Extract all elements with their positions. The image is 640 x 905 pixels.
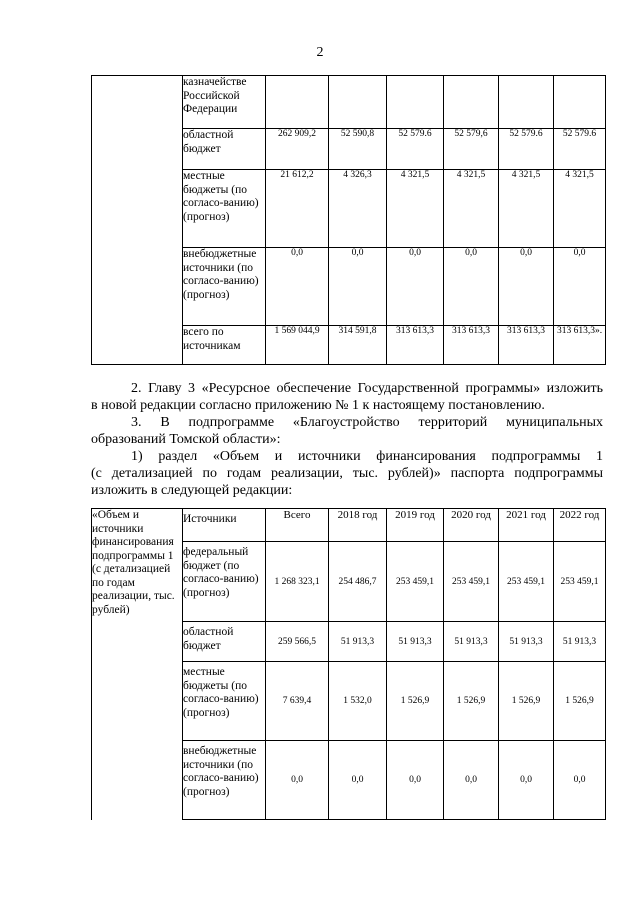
column-header: 2019 год xyxy=(387,509,444,542)
cell-value: 259 566,5 xyxy=(266,622,329,662)
text-line: изложить в следующей редакции: xyxy=(91,483,293,498)
row-label: местные бюджеты (по согласо-ванию) (прогноз) xyxy=(183,662,266,741)
cell-value: 4 321,5 xyxy=(387,170,444,248)
cell-value: 1 526,9 xyxy=(499,662,554,741)
cell-value: 313 613,3 xyxy=(444,326,499,365)
cell-value: 52 579.6 xyxy=(499,129,554,170)
row-label: всего по источникам xyxy=(183,326,266,365)
cell-value xyxy=(329,76,387,129)
cell-value: 4 321,5 xyxy=(554,170,606,248)
cell-value: 0,0 xyxy=(329,741,387,820)
cell-value: 51 913,3 xyxy=(387,622,444,662)
row-label: федеральный бюджет (по согласо-ванию) (прогноз) xyxy=(183,542,266,622)
cell-value: 1 526,9 xyxy=(554,662,606,741)
funding-table-subprogram-1 xyxy=(91,508,606,820)
cell-value xyxy=(554,76,606,129)
cell-value: 1 526,9 xyxy=(444,662,499,741)
cell-value: 4 321,5 xyxy=(444,170,499,248)
cell-value: 314 591,8 xyxy=(329,326,387,365)
column-header: Источники xyxy=(183,509,266,542)
row-label: внебюджетные источники (по согласо-ванию) (прогноз) xyxy=(183,248,266,326)
cell-value: 0,0 xyxy=(266,248,329,326)
cell-value: 4 321,5 xyxy=(499,170,554,248)
cell-value: 52 579,6 xyxy=(444,129,499,170)
cell-value: 51 913,3 xyxy=(554,622,606,662)
paragraph-3 xyxy=(91,414,603,448)
cell-value: 0,0 xyxy=(444,248,499,326)
row-label: местные бюджеты (по согласо-ванию) (прогноз) xyxy=(183,170,266,248)
cell-value: 0,0 xyxy=(444,741,499,820)
text-line: (с детализацией по годам реализации, тыс. рублей)» паспорта подпрограммы xyxy=(91,466,603,481)
text-line: в новой редакции согласно приложению № 1 к настоящему постановлению. xyxy=(91,398,545,413)
column-header: 2018 год xyxy=(329,509,387,542)
column-header: Всего xyxy=(266,509,329,542)
cell-value: 1 532,0 xyxy=(329,662,387,741)
cell-value: 4 326,3 xyxy=(329,170,387,248)
cell-value: 52 579.6 xyxy=(554,129,606,170)
cell-value: 0,0 xyxy=(554,741,606,820)
cell-value: 52 579.6 xyxy=(387,129,444,170)
subprogram-volume-cell: «Объем и источники финансирования подпрограммы 1 (с детализацией по годам реализации, тыс. рублей) xyxy=(92,509,183,820)
cell-value: 0,0 xyxy=(499,741,554,820)
cell-value: 51 913,3 xyxy=(444,622,499,662)
cell-value: 52 590,8 xyxy=(329,129,387,170)
cell-value: 0,0 xyxy=(329,248,387,326)
column-header: 2022 год xyxy=(554,509,606,542)
empty-first-column xyxy=(92,76,183,365)
cell-value: 313 613,3 xyxy=(387,326,444,365)
cell-value: 21 612,2 xyxy=(266,170,329,248)
cell-value: 254 486,7 xyxy=(329,542,387,622)
cell-value: 253 459,1 xyxy=(499,542,554,622)
text-line: образований Томской области»: xyxy=(91,432,281,447)
page-number: 2 xyxy=(316,45,324,60)
cell-value: 313 613,3». xyxy=(554,326,606,365)
header-row xyxy=(92,509,606,542)
cell-value: 0,0 xyxy=(387,741,444,820)
table-row xyxy=(92,76,606,129)
cell-value: 0,0 xyxy=(387,248,444,326)
paragraph-2 xyxy=(91,380,603,414)
funding-table-continuation xyxy=(91,75,606,365)
cell-value: 253 459,1 xyxy=(554,542,606,622)
cell-value: 0,0 xyxy=(266,741,329,820)
cell-value: 1 569 044,9 xyxy=(266,326,329,365)
text-line: 3. В подпрограмме «Благоустройство территорий муниципальных xyxy=(131,415,603,430)
row-label: внебюджетные источники (по согласо-ванию) (прогноз) xyxy=(183,741,266,820)
cell-value: 253 459,1 xyxy=(387,542,444,622)
cell-value: 0,0 xyxy=(499,248,554,326)
cell-value: 262 909,2 xyxy=(266,129,329,170)
cell-value: 7 639,4 xyxy=(266,662,329,741)
cell-value xyxy=(499,76,554,129)
text-line: 1) раздел «Объем и источники финансирования подпрограммы 1 xyxy=(131,449,603,464)
row-label: областной бюджет xyxy=(183,129,266,170)
row-label: казначействе Российской Федерации xyxy=(183,76,266,129)
paragraph-4 xyxy=(91,448,603,499)
column-header: 2021 год xyxy=(499,509,554,542)
column-header: 2020 год xyxy=(444,509,499,542)
text-line: 2. Главу 3 «Ресурсное обеспечение Государственной программы» изложить xyxy=(131,381,603,396)
cell-value: 313 613,3 xyxy=(499,326,554,365)
cell-value: 0,0 xyxy=(554,248,606,326)
cell-value: 253 459,1 xyxy=(444,542,499,622)
cell-value: 51 913,3 xyxy=(329,622,387,662)
cell-value: 1 268 323,1 xyxy=(266,542,329,622)
row-label: областной бюджет xyxy=(183,622,266,662)
cell-value: 1 526,9 xyxy=(387,662,444,741)
cell-value xyxy=(266,76,329,129)
cell-value xyxy=(387,76,444,129)
cell-value xyxy=(444,76,499,129)
cell-value: 51 913,3 xyxy=(499,622,554,662)
